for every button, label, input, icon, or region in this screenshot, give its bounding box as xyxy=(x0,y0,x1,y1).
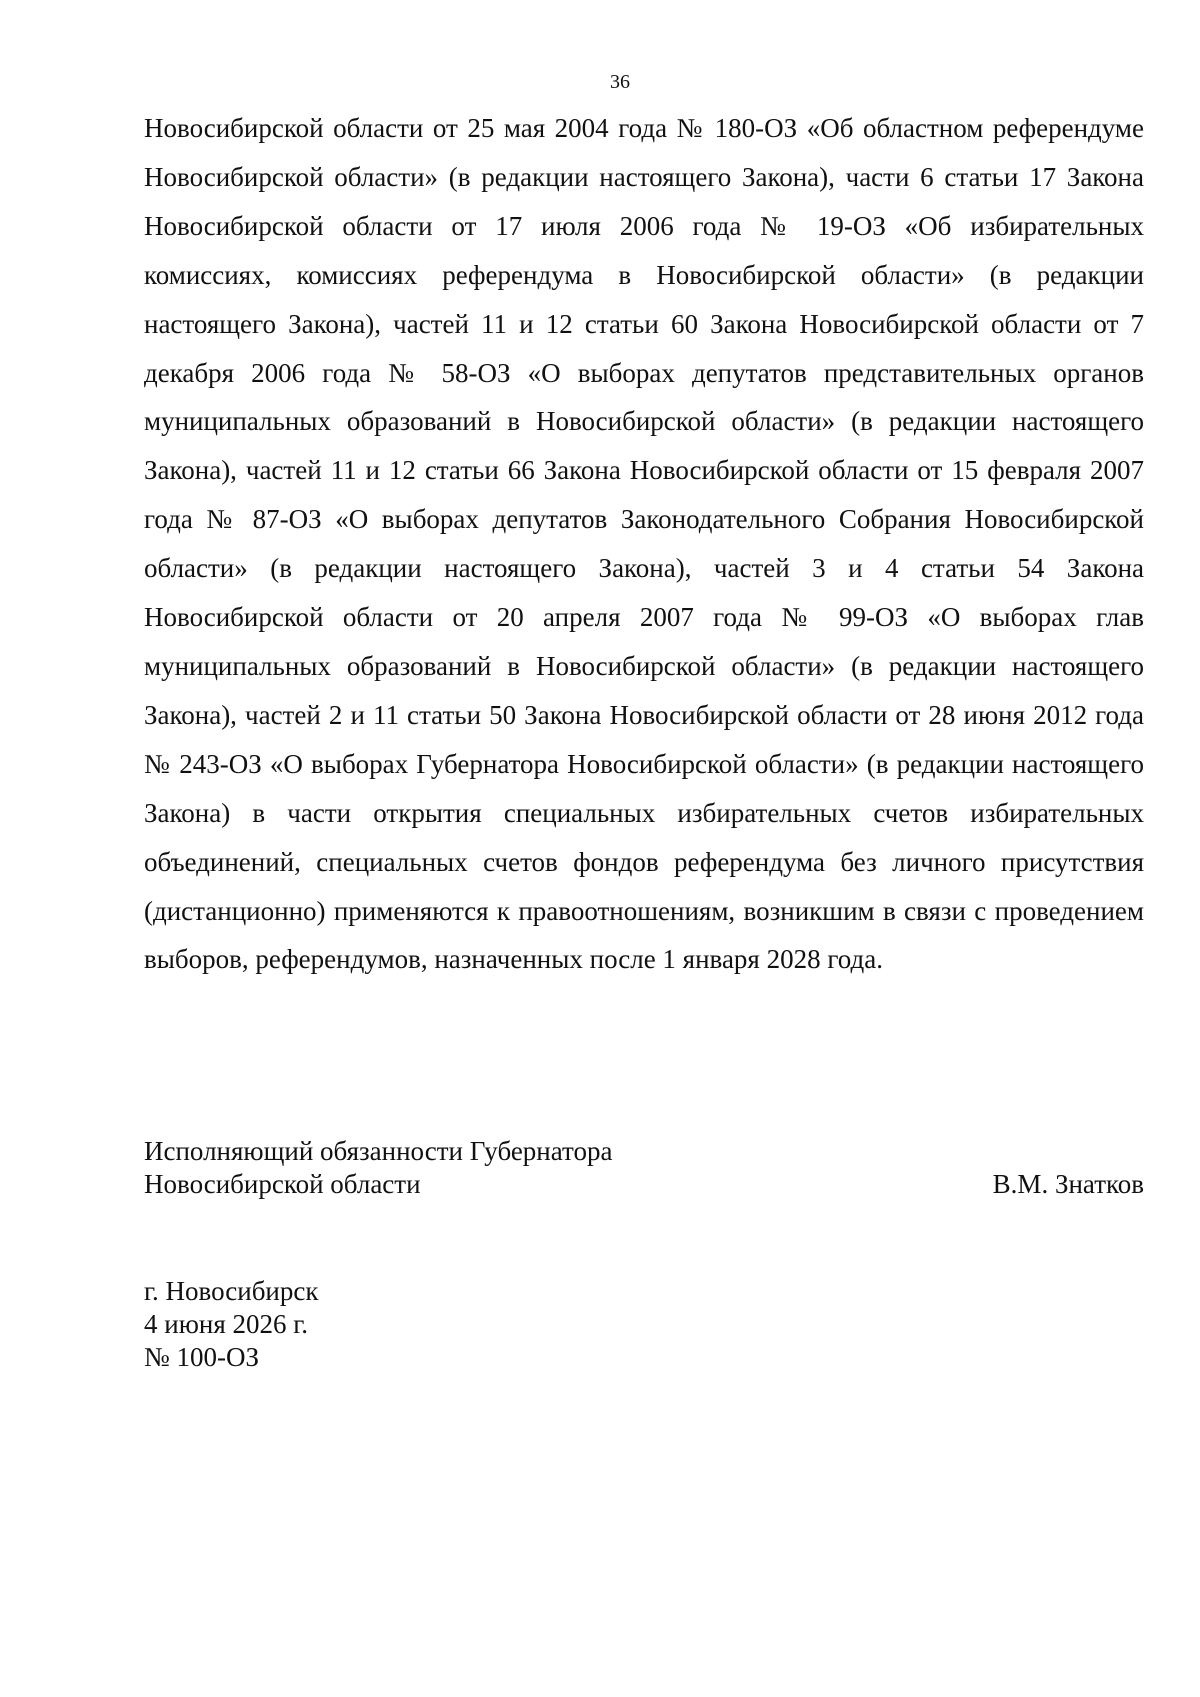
signatory-row xyxy=(144,1168,1144,1201)
signature-block xyxy=(144,1135,1144,1201)
signatory-position-line2: Новосибирской области xyxy=(144,1169,421,1199)
law-number: № 100-ОЗ xyxy=(144,1342,260,1372)
city: г. Новосибирск xyxy=(144,1276,319,1306)
signing-date: 4 июня 2026 г. xyxy=(144,1309,309,1339)
signatory-name: В.М. Знатков xyxy=(992,1169,1144,1199)
signatory-position-line1: Исполняющий обязанности Губернатора xyxy=(144,1136,613,1166)
place-date-block xyxy=(144,1275,744,1374)
law-body-paragraph: Новосибирской области от 25 мая 2004 года № 180-ОЗ «Об областном референдуме Новосибирской области» (в редакции настоящего Закона), части 6 статьи 17 Закона Новосибирской области от 17 июля 2006 года № 19-ОЗ «Об избирательных комиссиях, комиссиях референдума в Новосибирской области» (в редакции настоящего Закона), частей 11 и 12 статьи 60 Закона Новосибирской области от 7 декабря 2006 года № 58-ОЗ «О выборах депутатов представительных органов муниципальных образований в Новосибирской области» (в редакции настоящего Закона), частей 11 и 12 статьи 66 Закона Новосибирской области от 15 февраля 2007 года № 87-ОЗ «О выборах депутатов Законодательного Собрания Новосибирской области» (в редакции настоящего Закона), частей 3 и 4 статьи 54 Закона Новосибирской области от 20 апреля 2007 года № 99-ОЗ «О выборах глав муниципальных образований в Новосибирской области» (в редакции настоящего Закона), частей 2 и 11 статьи 50 Закона Новосибирской области от 28 июня 2012 года № 243-ОЗ «О выборах Губернатора Новосибирской области» (в редакции настоящего Закона) в части открытия специальных избирательных счетов избирательных объединений, специальных счетов фондов референдума без личного присутствия (дистанционно) применяются к правоотношениям, возникшим в связи с проведением выборов, референдумов, назначенных после 1 января 2028 года. xyxy=(144,113,1144,975)
page-number: 36 xyxy=(610,71,630,93)
